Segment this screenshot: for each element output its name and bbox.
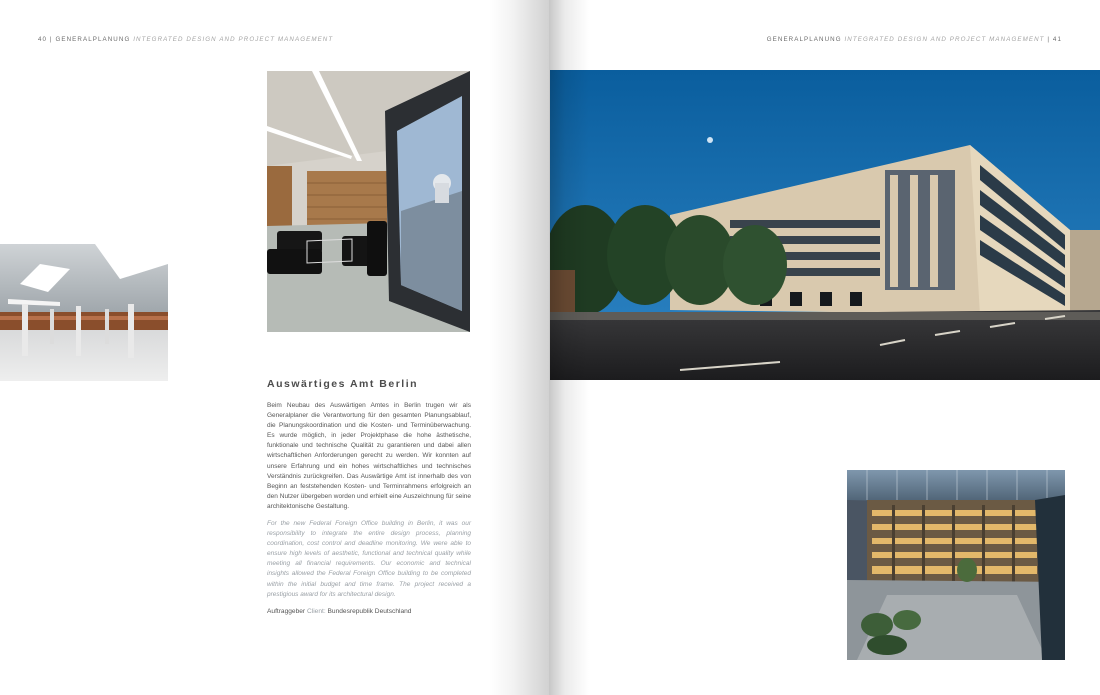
- section-title-right: GENERALPLANUNG: [766, 36, 842, 43]
- client-label-english: Client:: [306, 608, 326, 615]
- left-page: [0, 0, 549, 695]
- section-subtitle-left: INTEGRATED DESIGN AND PROJECT MANAGEMENT: [133, 36, 334, 43]
- client-line: [267, 608, 411, 615]
- courtyard-photo: [847, 470, 1065, 660]
- running-head-left: 40 | GENERALPLANUNG INTEGRATED DESIGN AND PROJECT MANAGEMENT: [38, 36, 334, 43]
- article-body-english: For the new Federal Foreign Office building in Berlin, it was our responsibility to integrate the entire design process, planning coordination, cost control and deadline monitoring. We were able to ensure high levels of aesthetic, functional and technical quality while meeting all financial requirements. Our economic and technical insights allowed the Federal Foreign Office building to be completed within the initial budget and time frame. The project received a prestigious award for its architectural design.: [267, 520, 471, 598]
- page-number-right: 41: [1052, 36, 1062, 43]
- right-page: [549, 0, 1100, 695]
- spine-shadow-right: [549, 0, 589, 695]
- article-title: Auswärtiges Amt Berlin: [267, 378, 419, 390]
- client-label-german: Auftraggeber: [267, 608, 306, 615]
- lounge-interior-photo: [267, 71, 470, 332]
- running-head-right: GENERALPLANUNG INTEGRATED DESIGN AND PROJECT MANAGEMENT | 41: [766, 36, 1062, 43]
- building-facade-photo: [550, 70, 1100, 380]
- spine-shadow-left: [489, 0, 549, 695]
- section-subtitle-right: INTEGRATED DESIGN AND PROJECT MANAGEMENT: [844, 36, 1045, 43]
- section-title-left: GENERALPLANUNG: [55, 36, 131, 43]
- page-number-left: 40: [38, 36, 48, 43]
- client-name: Bundesrepublik Deutschland: [327, 608, 412, 615]
- article-body-german: Beim Neubau des Auswärtigen Amtes in Berlin trugen wir als Generalplaner die Verantwortung für den gesamten Planungsablauf, die Planungskoordination und die Kosten- und Terminüberwachung. Es wurde möglich, in jeder Projektphase die hohe ästhetische, funktionale und technische Qualität zu garantieren und dabei allen wirtschaftlichen Anforderungen gerecht zu werden. Wir konnten auf unsere Erfahrung und ein hohes wirtschaftliches und technisches Verständnis zurückgreifen. Das Auswärtige Amt ist innerhalb des von Beginn an feststehenden Kosten- und Terminrahmens erfolgreich an den Nutzer übergeben worden und erhielt eine Auszeichnung für seine architektonische Gestaltung.: [267, 402, 471, 510]
- interior-hall-photo: [0, 244, 168, 381]
